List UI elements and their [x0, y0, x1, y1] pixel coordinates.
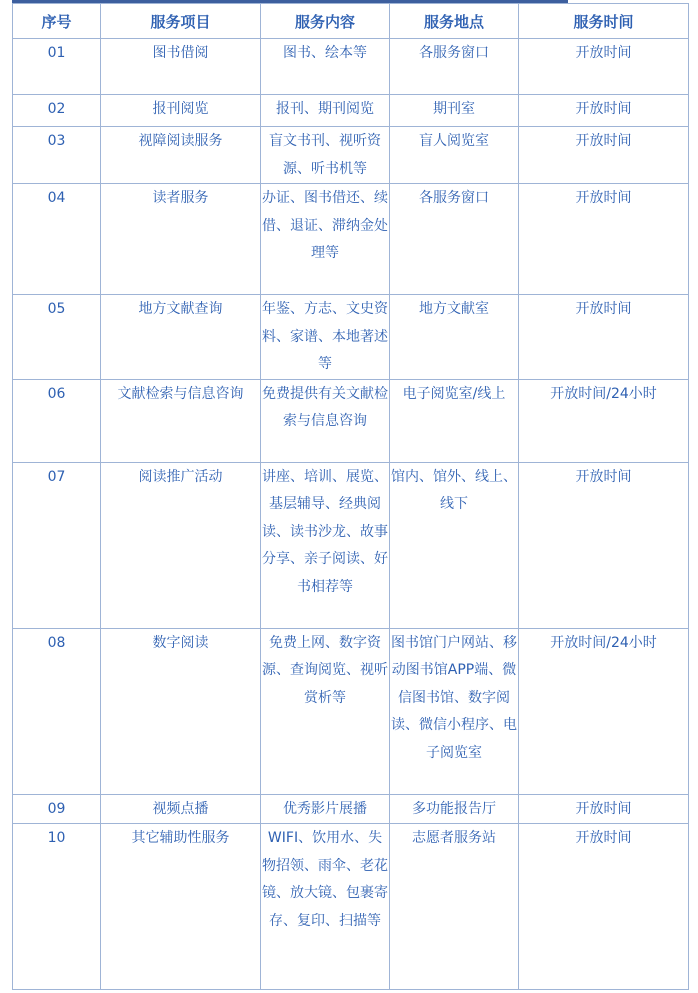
row-item: 报刊阅览 — [101, 95, 261, 127]
row-place: 多功能报告厅 — [390, 794, 519, 824]
row-no: 06 — [13, 379, 101, 462]
row-no: 08 — [13, 628, 101, 794]
header-row — [13, 4, 689, 39]
table-row — [13, 184, 689, 295]
row-time: 开放时间 — [519, 295, 689, 380]
row-item: 视频点播 — [101, 794, 261, 824]
row-item: 视障阅读服务 — [101, 127, 261, 184]
row-content: 免费提供有关文献检索与信息咨询 — [261, 379, 390, 462]
row-content: 优秀影片展播 — [261, 794, 390, 824]
row-item: 阅读推广活动 — [101, 462, 261, 628]
row-item: 其它辅助性服务 — [101, 824, 261, 990]
row-place: 盲人阅览室 — [390, 127, 519, 184]
row-no: 10 — [13, 824, 101, 990]
row-content: 图书、绘本等 — [261, 39, 390, 95]
row-time: 开放时间 — [519, 127, 689, 184]
table-row — [13, 462, 689, 628]
table-row — [13, 127, 689, 184]
row-time: 开放时间 — [519, 95, 689, 127]
row-time: 开放时间 — [519, 184, 689, 295]
table-row — [13, 794, 689, 824]
row-place: 各服务窗口 — [390, 184, 519, 295]
service-table — [12, 3, 689, 990]
row-place: 图书馆门户网站、移动图书馆APP端、微信图书馆、数字阅读、微信小程序、电子阅览室 — [390, 628, 519, 794]
row-time: 开放时间/24小时 — [519, 379, 689, 462]
table-row — [13, 295, 689, 380]
row-no: 09 — [13, 794, 101, 824]
row-no: 01 — [13, 39, 101, 95]
row-content: WIFI、饮用水、失物招领、雨伞、老花镜、放大镜、包裹寄存、复印、扫描等 — [261, 824, 390, 990]
row-time: 开放时间/24小时 — [519, 628, 689, 794]
row-place: 电子阅览室/线上 — [390, 379, 519, 462]
row-item: 文献检索与信息咨询 — [101, 379, 261, 462]
row-place: 志愿者服务站 — [390, 824, 519, 990]
header-content: 服务内容 — [261, 4, 390, 39]
row-no: 07 — [13, 462, 101, 628]
row-item: 读者服务 — [101, 184, 261, 295]
row-time: 开放时间 — [519, 462, 689, 628]
header-no: 序号 — [13, 4, 101, 39]
table-row — [13, 39, 689, 95]
row-time: 开放时间 — [519, 794, 689, 824]
row-item: 数字阅读 — [101, 628, 261, 794]
table-row — [13, 95, 689, 127]
row-content: 办证、图书借还、续借、退证、滞纳金处理等 — [261, 184, 390, 295]
row-content: 盲文书刊、视听资源、听书机等 — [261, 127, 390, 184]
row-item: 地方文献查询 — [101, 295, 261, 380]
row-place: 地方文献室 — [390, 295, 519, 380]
header-time: 服务时间 — [519, 4, 689, 39]
header-place: 服务地点 — [390, 4, 519, 39]
row-place: 各服务窗口 — [390, 39, 519, 95]
row-content: 讲座、培训、展览、基层辅导、经典阅读、读书沙龙、故事分享、亲子阅读、好书相荐等 — [261, 462, 390, 628]
row-no: 02 — [13, 95, 101, 127]
row-content: 免费上网、数字资源、查询阅览、视听赏析等 — [261, 628, 390, 794]
table-row — [13, 379, 689, 462]
row-time: 开放时间 — [519, 39, 689, 95]
table-row — [13, 628, 689, 794]
table-row — [13, 824, 689, 990]
row-place: 期刊室 — [390, 95, 519, 127]
row-time: 开放时间 — [519, 824, 689, 990]
row-no: 05 — [13, 295, 101, 380]
row-no: 04 — [13, 184, 101, 295]
row-content: 报刊、期刊阅览 — [261, 95, 390, 127]
header-item: 服务项目 — [101, 4, 261, 39]
row-place: 馆内、馆外、线上、线下 — [390, 462, 519, 628]
row-content: 年鉴、方志、文史资料、家谱、本地著述等 — [261, 295, 390, 380]
row-no: 03 — [13, 127, 101, 184]
row-item: 图书借阅 — [101, 39, 261, 95]
